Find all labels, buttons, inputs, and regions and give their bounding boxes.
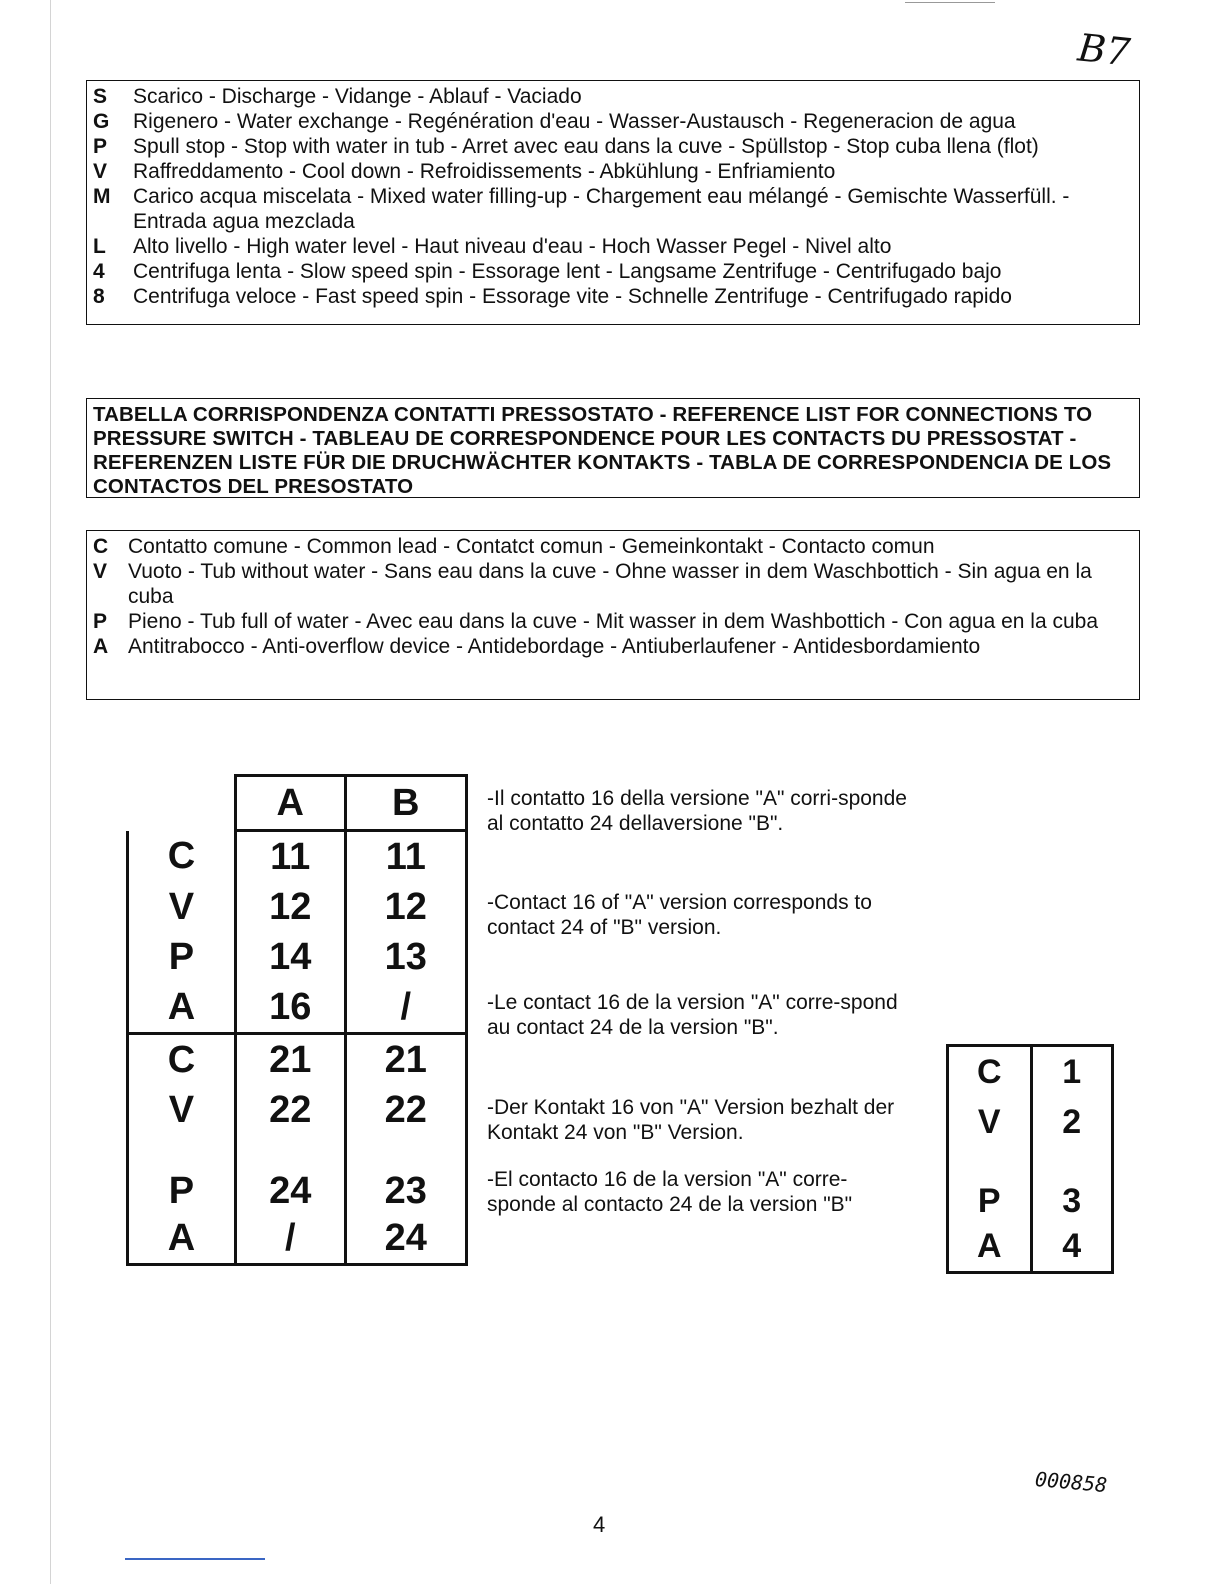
cell-a: 24 [235, 1135, 345, 1213]
cell-a: 16 [235, 982, 345, 1034]
legend-key: 4 [93, 260, 105, 283]
legend-key: 8 [93, 285, 105, 308]
small-table-row [948, 1221, 1113, 1273]
table-row [128, 882, 467, 932]
note-spanish: -El contacto 16 de la version "A" corre-sponde al contacto 24 de la version "B" [487, 1168, 853, 1216]
legend-key: V [93, 160, 108, 183]
row-label: A [128, 1213, 236, 1265]
cell-b: 13 [345, 932, 466, 982]
small-row-label: A [948, 1221, 1032, 1273]
table-row [128, 1034, 467, 1086]
small-table-row [948, 1046, 1113, 1098]
legend-key: M [93, 185, 111, 208]
table-title: TABELLA CORRISPONDENZA CONTATTI PRESSOSTATO - REFERENCE LIST FOR CONNECTIONS TO PRESSURE SWITCH - TABLEAU DE CORRESPONDENCE POUR LES CONTACTS DU PRESSOSTAT - REFERENZEN LISTE FÜR DIE DRUCHWÄCHTER KONTAKTS - TABLA DE CORRESPONDENCIA DE LOS CONTACTOS DEL PRESOSTATO [93, 403, 1112, 498]
legend-text: Scarico - Discharge - Vidange - Ablauf - Vaciado [133, 85, 582, 108]
pressure-switch-table [126, 774, 468, 1266]
small-row-label: P [948, 1147, 1032, 1221]
cell-b: 11 [345, 831, 466, 883]
cell-a: 22 [235, 1085, 345, 1135]
row-label: C [128, 831, 236, 883]
contact-key: P [93, 610, 108, 633]
legend-key: G [93, 110, 110, 133]
legend-text: Raffreddamento - Cool down - Refroidissements - Abkühlung - Enfriamiento [133, 160, 836, 183]
program-legend-box [86, 80, 1140, 325]
contact-text: Antitrabocco - Anti-overflow device - Antidebordage - Antiuberlaufener - Antidesbordamiento [128, 635, 981, 658]
contact-key: A [93, 635, 109, 658]
legend-key: P [93, 135, 108, 158]
legend-row [93, 184, 1133, 234]
small-row-value: 1 [1031, 1046, 1112, 1098]
contact-row [93, 534, 1133, 559]
page-code: B7 [1075, 25, 1133, 75]
left-margin-line [50, 0, 51, 1584]
note-german: -Der Kontakt 16 von "A" Version bezhalt der Kontakt 24 von "B" Version. [487, 1096, 895, 1144]
small-row-value: 2 [1031, 1097, 1112, 1147]
legend-text: Rigenero - Water exchange - Regénération d'eau - Wasser-Austausch - Regeneracion de agua [133, 110, 1016, 133]
note-french: -Le contact 16 de la version "A" corre-spond au contact 24 de la version "B". [487, 991, 898, 1039]
legend-text: Spull stop - Stop with water in tub - Arret avec eau dans la cuve - Spüllstop - Stop cuba llena (flot) [133, 135, 1039, 158]
small-table-row [948, 1147, 1113, 1221]
legend-text: Centrifuga veloce - Fast speed spin - Essorage vite - Schnelle Zentrifuge - Centrifugado rapido [133, 285, 1012, 308]
note-english: -Contact 16 of "A" version corresponds to contact 24 of "B" version. [487, 891, 872, 939]
row-label: P [128, 1135, 236, 1213]
document-number: 000858 [1034, 1466, 1109, 1498]
cell-b: 12 [345, 882, 466, 932]
table-row [128, 1213, 467, 1265]
header-version-b: B [345, 776, 466, 831]
top-rule [905, 2, 995, 3]
cell-b: 23 [345, 1135, 466, 1213]
row-label: V [128, 882, 236, 932]
table-row [128, 1085, 467, 1135]
contact-text: Contatto comune - Common lead - Contatct comun - Gemeinkontakt - Contacto comun [128, 535, 935, 558]
table-row [128, 831, 467, 883]
cell-b: / [345, 982, 466, 1034]
cell-b: 24 [345, 1213, 466, 1265]
legend-row [93, 284, 1133, 309]
header-version-a: A [235, 776, 345, 831]
page-number: 4 [593, 1512, 606, 1537]
cell-a: 14 [235, 932, 345, 982]
contact-row [93, 609, 1133, 634]
cell-b: 22 [345, 1085, 466, 1135]
table-corner [128, 776, 236, 831]
cell-a: 12 [235, 882, 345, 932]
legend-key: S [93, 85, 108, 108]
legend-row [93, 84, 1133, 109]
legend-row [93, 259, 1133, 284]
legend-row [93, 159, 1133, 184]
legend-row [93, 134, 1133, 159]
table-row [128, 1135, 467, 1213]
small-row-label: C [948, 1046, 1032, 1098]
note-italian: -Il contatto 16 della versione "A" corri-sponde al contatto 24 dellaversione "B". [487, 787, 907, 835]
table-row [128, 982, 467, 1034]
contact-key: C [93, 535, 109, 558]
contact-row [93, 634, 1133, 659]
contact-key: V [93, 560, 108, 583]
legend-row [93, 109, 1133, 134]
table-title-box [86, 398, 1140, 498]
cell-a: 11 [235, 831, 345, 883]
contact-number-table [946, 1044, 1114, 1274]
small-table-row [948, 1097, 1113, 1147]
contact-text: Pieno - Tub full of water - Avec eau dans la cuve - Mit wasser in dem Washbottich - Con agua en la cuba [128, 610, 1098, 633]
row-label: C [128, 1034, 236, 1086]
table-header-row [128, 776, 467, 831]
legend-text: Carico acqua miscelata - Mixed water filling-up - Chargement eau mélangé - Gemischte Wasserfüll. -Entrada agua mezclada [133, 185, 1070, 233]
row-label: V [128, 1085, 236, 1135]
cell-a: 21 [235, 1034, 345, 1086]
small-row-label: V [948, 1097, 1032, 1147]
contact-row [93, 559, 1133, 609]
row-label: A [128, 982, 236, 1034]
legend-key: L [93, 235, 106, 258]
cell-a: / [235, 1213, 345, 1265]
small-row-value: 3 [1031, 1147, 1112, 1221]
bottom-rule [125, 1558, 265, 1560]
legend-row [93, 234, 1133, 259]
legend-text: Alto livello - High water level - Haut niveau d'eau - Hoch Wasser Pegel - Nivel alto [133, 235, 892, 258]
cell-b: 21 [345, 1034, 466, 1086]
legend-text: Centrifuga lenta - Slow speed spin - Essorage lent - Langsame Zentrifuge - Centrifugado bajo [133, 260, 1002, 283]
table-row [128, 932, 467, 982]
contact-text: Vuoto - Tub without water - Sans eau dans la cuve - Ohne wasser in dem Waschbottich - Sin agua en la cuba [128, 560, 1092, 608]
row-label: P [128, 932, 236, 982]
small-row-value: 4 [1031, 1221, 1112, 1273]
contacts-legend-box [86, 530, 1140, 700]
